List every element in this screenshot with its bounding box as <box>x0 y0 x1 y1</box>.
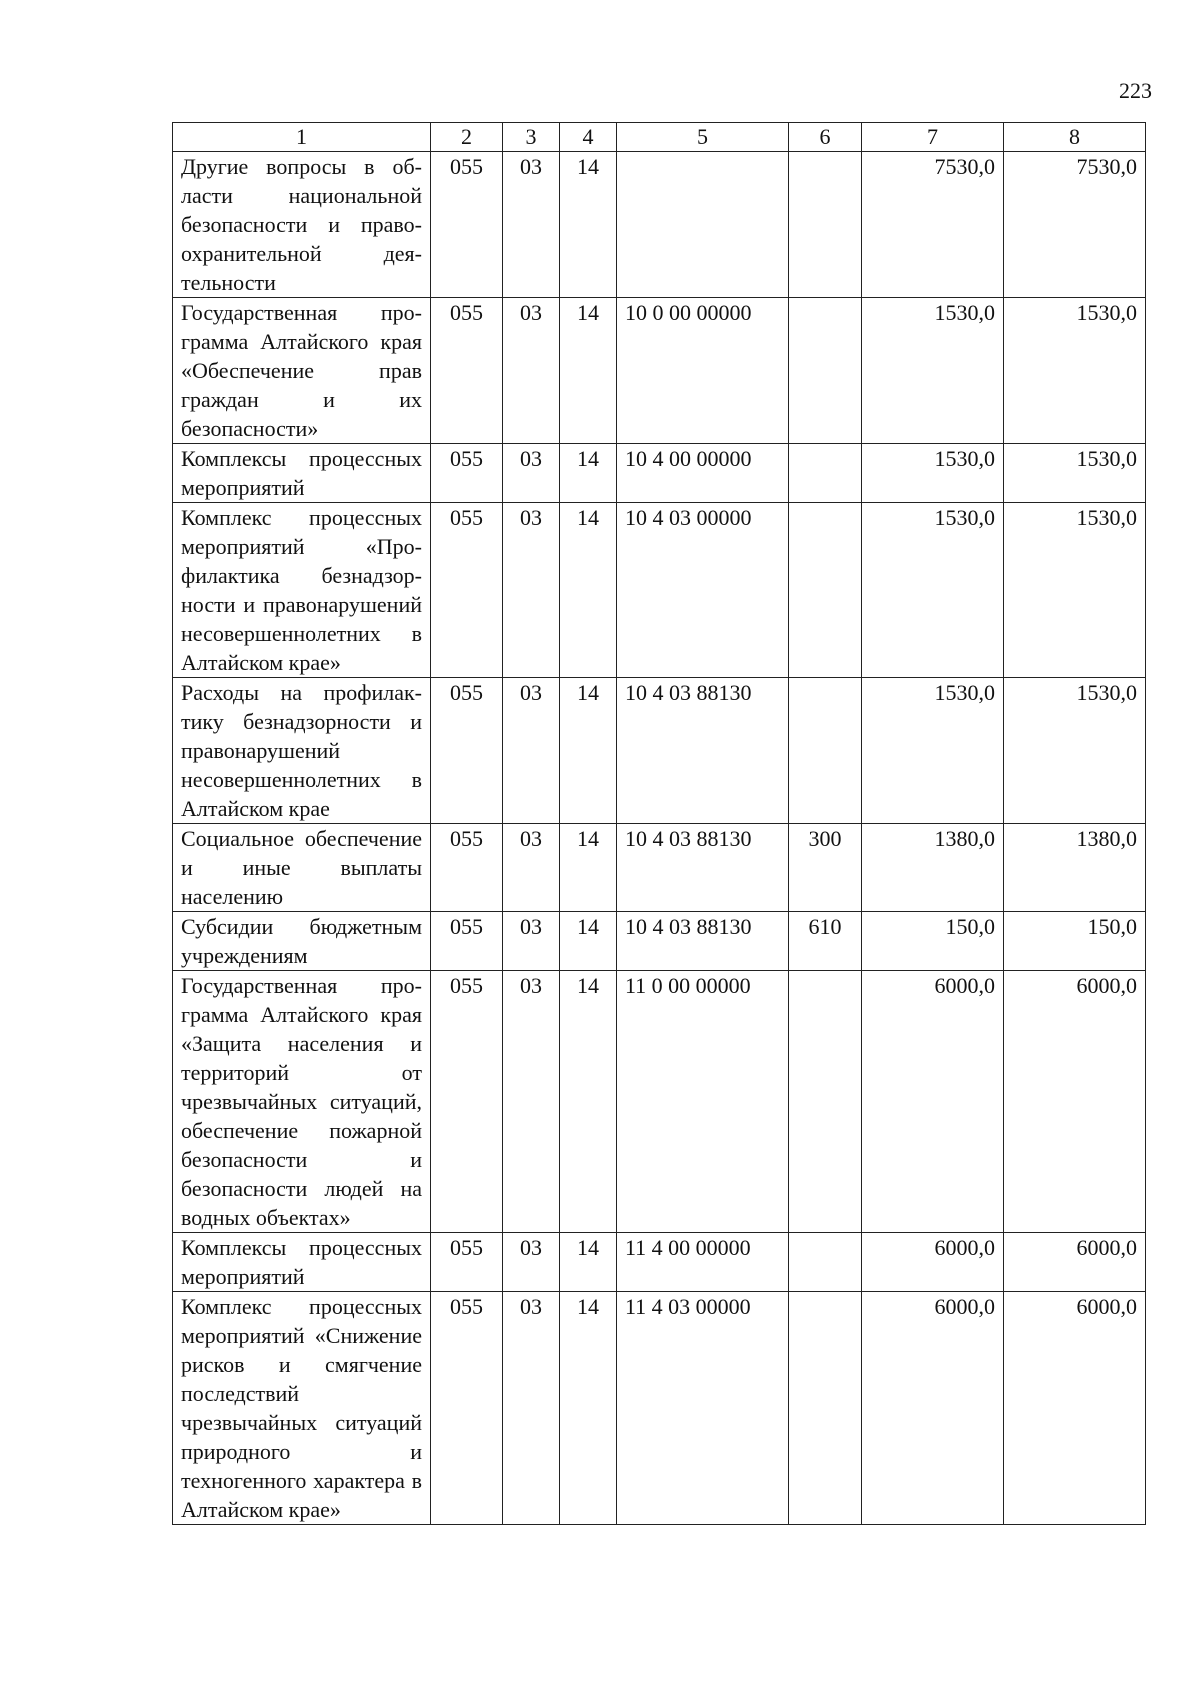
table-row <box>173 824 1146 912</box>
cell-amount-year2: 1530,0 <box>1004 503 1146 678</box>
row-name: Комплекс процессных мероприятий «Профилактика безнадзорности и правонарушений несовершеннолетних в Алтайском крае» <box>173 503 431 678</box>
cell-rz: 03 <box>503 678 560 824</box>
row-name: Расходы на профилактику безнадзорности и правонарушений несовершеннолетних в Алтайском крае <box>173 678 431 824</box>
cell-pr: 14 <box>560 503 617 678</box>
row-name: Комплекс процессных мероприятий «Снижение рисков и смягчение последствий чрезвычайных ситуаций природного и техногенного характера в Алтайском крае» <box>173 1292 431 1525</box>
column-header: 3 <box>503 123 560 152</box>
cell-amount-year2: 1530,0 <box>1004 678 1146 824</box>
cell-rz: 03 <box>503 444 560 503</box>
row-name: Государственная программа Алтайского края «Защита населения и территорий от чрезвычайных ситуаций, обеспечение пожарной безопасности и безопасности людей на водных объектах» <box>173 971 431 1233</box>
cell-pr: 14 <box>560 298 617 444</box>
cell-kvsr: 055 <box>431 824 503 912</box>
cell-csr: 11 4 03 00000 <box>617 1292 789 1525</box>
table-row <box>173 971 1146 1233</box>
row-name: Комплексы процессных мероприятий <box>173 444 431 503</box>
cell-amount-year1: 7530,0 <box>862 152 1004 298</box>
cell-pr: 14 <box>560 824 617 912</box>
cell-amount-year2: 7530,0 <box>1004 152 1146 298</box>
table-row <box>173 152 1146 298</box>
column-header: 2 <box>431 123 503 152</box>
row-name: Субсидии бюджетным учреждениям <box>173 912 431 971</box>
cell-pr: 14 <box>560 444 617 503</box>
cell-kvsr: 055 <box>431 1233 503 1292</box>
cell-pr: 14 <box>560 971 617 1233</box>
cell-vr <box>789 1292 862 1525</box>
cell-rz: 03 <box>503 912 560 971</box>
cell-amount-year1: 150,0 <box>862 912 1004 971</box>
column-header: 7 <box>862 123 1004 152</box>
cell-rz: 03 <box>503 971 560 1233</box>
row-name: Социальное обеспечение и иные выплаты населению <box>173 824 431 912</box>
cell-rz: 03 <box>503 824 560 912</box>
cell-csr: 11 4 00 00000 <box>617 1233 789 1292</box>
cell-amount-year1: 1380,0 <box>862 824 1004 912</box>
cell-vr <box>789 971 862 1233</box>
cell-amount-year2: 1530,0 <box>1004 298 1146 444</box>
cell-pr: 14 <box>560 912 617 971</box>
budget-table <box>172 122 1146 1525</box>
cell-vr <box>789 678 862 824</box>
column-header: 6 <box>789 123 862 152</box>
cell-amount-year2: 1530,0 <box>1004 444 1146 503</box>
row-name: Другие вопросы в области национальной безопасности и правоохранительной деятельности <box>173 152 431 298</box>
cell-kvsr: 055 <box>431 152 503 298</box>
cell-csr: 10 4 03 00000 <box>617 503 789 678</box>
cell-kvsr: 055 <box>431 678 503 824</box>
cell-vr <box>789 152 862 298</box>
table-row <box>173 444 1146 503</box>
table-row <box>173 1233 1146 1292</box>
cell-kvsr: 055 <box>431 1292 503 1525</box>
cell-pr: 14 <box>560 678 617 824</box>
cell-kvsr: 055 <box>431 298 503 444</box>
cell-csr: 10 0 00 00000 <box>617 298 789 444</box>
cell-amount-year2: 150,0 <box>1004 912 1146 971</box>
cell-kvsr: 055 <box>431 912 503 971</box>
cell-rz: 03 <box>503 503 560 678</box>
cell-vr <box>789 298 862 444</box>
table-row <box>173 912 1146 971</box>
cell-pr: 14 <box>560 1292 617 1525</box>
cell-amount-year1: 1530,0 <box>862 503 1004 678</box>
cell-amount-year1: 6000,0 <box>862 971 1004 1233</box>
cell-csr: 10 4 03 88130 <box>617 678 789 824</box>
header-row <box>173 123 1146 152</box>
cell-pr: 14 <box>560 1233 617 1292</box>
cell-rz: 03 <box>503 1233 560 1292</box>
cell-vr <box>789 503 862 678</box>
cell-amount-year1: 6000,0 <box>862 1233 1004 1292</box>
cell-amount-year2: 1380,0 <box>1004 824 1146 912</box>
column-header: 4 <box>560 123 617 152</box>
cell-vr <box>789 1233 862 1292</box>
cell-kvsr: 055 <box>431 503 503 678</box>
cell-csr: 10 4 03 88130 <box>617 824 789 912</box>
page-number: 223 <box>1119 78 1152 103</box>
cell-vr: 610 <box>789 912 862 971</box>
column-header: 8 <box>1004 123 1146 152</box>
table-body <box>173 152 1146 1525</box>
cell-amount-year1: 1530,0 <box>862 298 1004 444</box>
cell-rz: 03 <box>503 298 560 444</box>
cell-rz: 03 <box>503 152 560 298</box>
column-header: 5 <box>617 123 789 152</box>
cell-amount-year1: 6000,0 <box>862 1292 1004 1525</box>
row-name: Комплексы процессных мероприятий <box>173 1233 431 1292</box>
cell-amount-year1: 1530,0 <box>862 678 1004 824</box>
cell-vr <box>789 444 862 503</box>
table-row <box>173 678 1146 824</box>
table-row <box>173 503 1146 678</box>
cell-kvsr: 055 <box>431 444 503 503</box>
cell-amount-year2: 6000,0 <box>1004 971 1146 1233</box>
table-row <box>173 1292 1146 1525</box>
cell-csr: 10 4 00 00000 <box>617 444 789 503</box>
row-name: Государственная программа Алтайского края «Обеспечение прав граждан и их безопасности» <box>173 298 431 444</box>
cell-amount-year2: 6000,0 <box>1004 1292 1146 1525</box>
cell-amount-year2: 6000,0 <box>1004 1233 1146 1292</box>
cell-amount-year1: 1530,0 <box>862 444 1004 503</box>
cell-csr: 10 4 03 88130 <box>617 912 789 971</box>
cell-csr <box>617 152 789 298</box>
cell-kvsr: 055 <box>431 971 503 1233</box>
column-header: 1 <box>173 123 431 152</box>
cell-csr: 11 0 00 00000 <box>617 971 789 1233</box>
cell-vr: 300 <box>789 824 862 912</box>
cell-rz: 03 <box>503 1292 560 1525</box>
cell-pr: 14 <box>560 152 617 298</box>
table-row <box>173 298 1146 444</box>
